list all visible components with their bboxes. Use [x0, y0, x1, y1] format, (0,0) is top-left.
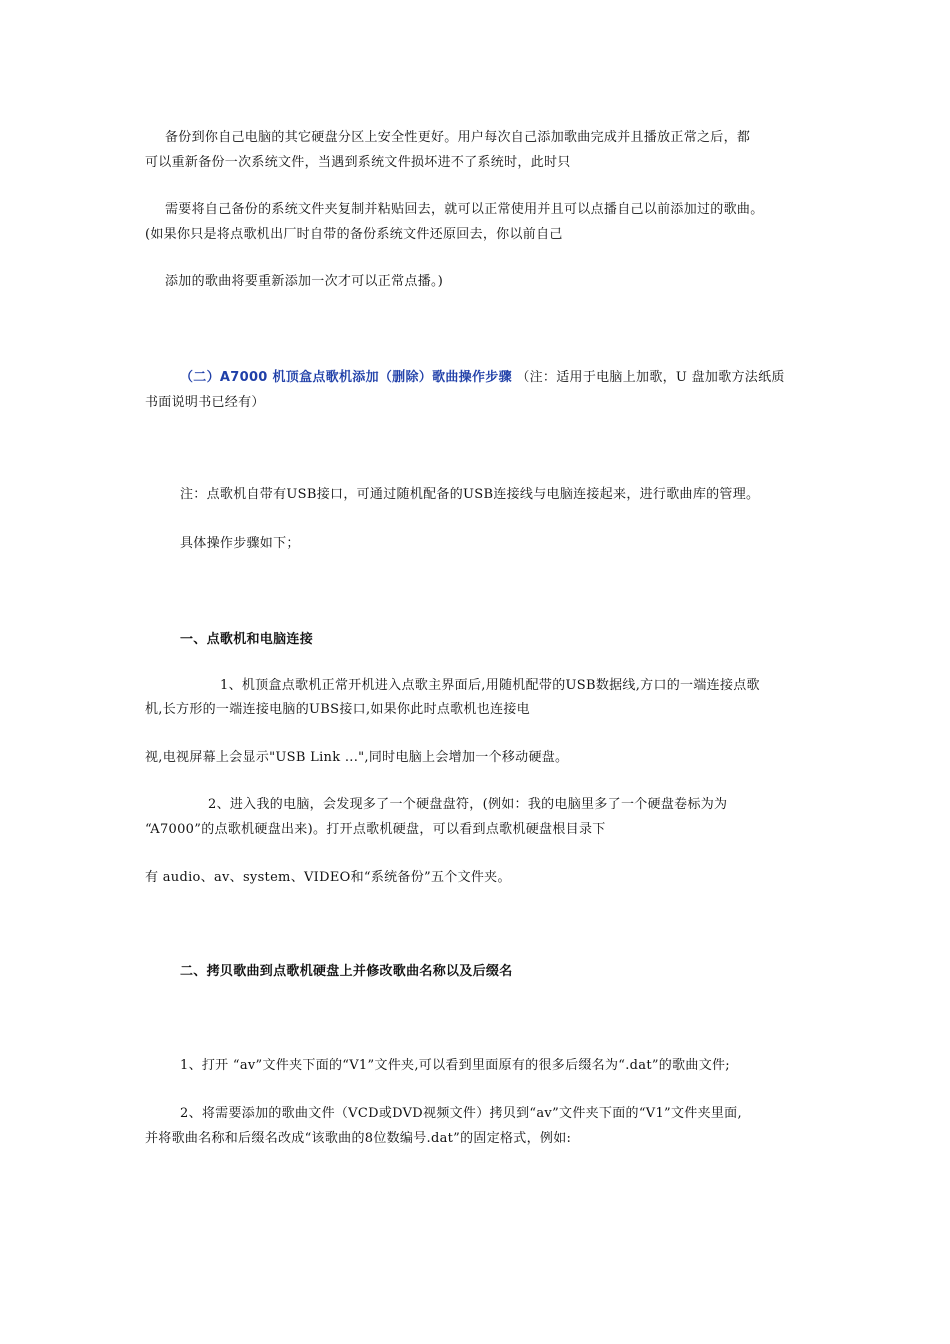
paragraph-line: 添加的歌曲将要重新添加一次才可以正常点播。) [165, 274, 444, 289]
paragraph-line: 1、打开 “av”文件夹下面的“V1”文件夹,可以看到里面原有的很多后缀名为“.dat”的歌曲文件; [180, 1058, 730, 1073]
usb-note: 注：点歌机自带有USB接口，可通过随机配备的USB连接线与电脑连接起来，进行歌曲库的管理。 [180, 487, 760, 502]
heading-connect: 一、点歌机和电脑连接 [180, 632, 314, 647]
paragraph-line: 有 audio、av、system、VIDEO和“系统备份”五个文件夹。 [145, 870, 511, 885]
paragraph-line: 可以重新备份一次系统文件，当遇到系统文件损坏进不了系统时，此时只 [145, 155, 571, 170]
paragraph-line: 书面说明书已经有） [145, 395, 265, 410]
section-title: （二）A7000 机顶盒点歌机添加（删除）歌曲操作步骤 [180, 370, 512, 385]
paragraph-line: (如果你只是将点歌机出厂时自带的备份系统文件还原回去，你以前自己 [145, 227, 563, 242]
paragraph-line: 1、机顶盒点歌机正常开机进入点歌主界面后,用随机配带的USB数据线,方口的一端连接点歌 [220, 678, 760, 693]
paragraph-line: 机,长方形的一端连接电脑的UBS接口,如果你此时点歌机也连接电 [145, 702, 530, 717]
heading-copy-songs: 二、拷贝歌曲到点歌机硬盘上并修改歌曲名称以及后缀名 [180, 964, 513, 979]
steps-intro: 具体操作步骤如下； [180, 536, 300, 551]
paragraph-line: 2、将需要添加的歌曲文件（VCD或DVD视频文件）拷贝到“av”文件夹下面的“V1”文件夹里面, [180, 1106, 742, 1121]
paragraph-line: 并将歌曲名称和后缀名改成“该歌曲的8位数编号.dat”的固定格式，例如: [145, 1131, 572, 1146]
paragraph-line: 需要将自己备份的系统文件夹复制并粘贴回去，就可以正常使用并且可以点播自己以前添加过的歌曲。 [165, 202, 764, 217]
paragraph-line: 备份到你自己电脑的其它硬盘分区上安全性更好。用户每次自己添加歌曲完成并且播放正常之后，都 [165, 130, 751, 145]
paragraph-line: 2、进入我的电脑，会发现多了一个硬盘盘符，(例如：我的电脑里多了一个硬盘卷标为为 [208, 797, 728, 812]
section-note: （注：适用于电脑上加歌，U 盘加歌方法纸质 [516, 370, 785, 385]
paragraph-line: “A7000”的点歌机硬盘出来)。打开点歌机硬盘，可以看到点歌机硬盘根目录下 [145, 822, 606, 837]
paragraph-line: 视,电视屏幕上会显示"USB Link ...",同时电脑上会增加一个移动硬盘。 [145, 750, 569, 765]
section-title-line [180, 368, 850, 388]
